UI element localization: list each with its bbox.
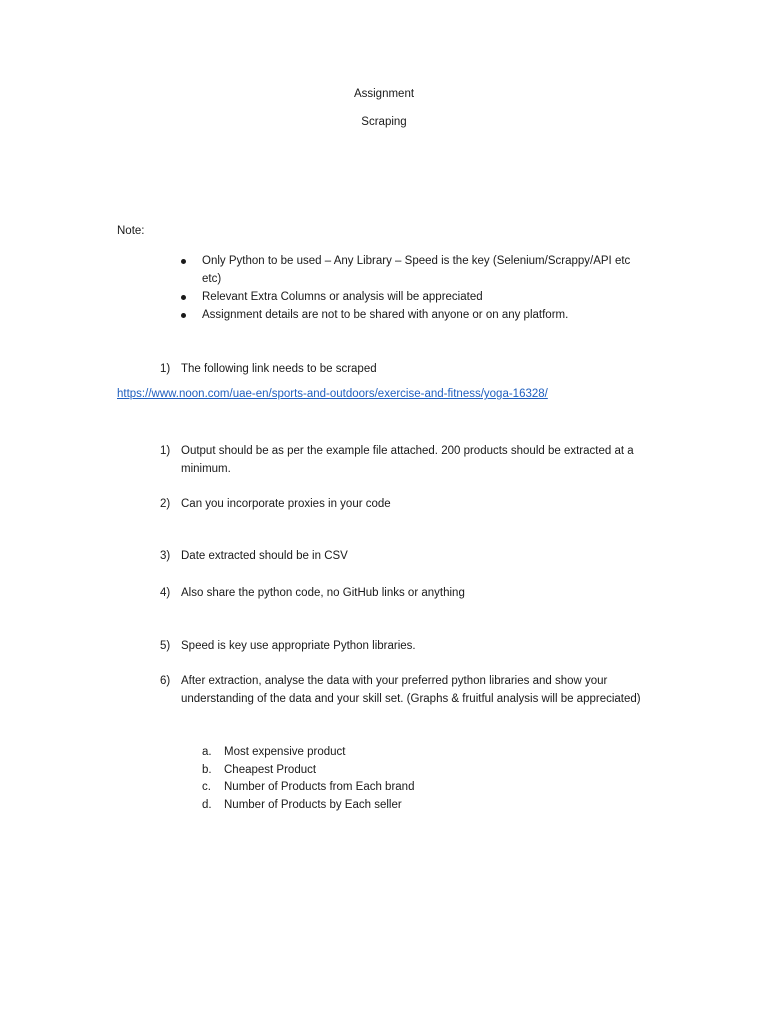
list-item — [160, 548, 650, 566]
sublist-letter: d. — [202, 798, 212, 811]
note-bullet-list — [180, 253, 650, 325]
sublist-text: Cheapest Product — [224, 763, 317, 776]
list-item-text: Also share the python code, no GitHub links or anything — [181, 587, 465, 599]
sublist-item — [202, 797, 414, 815]
bullet-icon — [181, 295, 186, 300]
list-number: 2) — [160, 498, 171, 510]
sublist-text: Number of Products by Each seller — [224, 798, 402, 811]
list-item — [160, 496, 650, 514]
document-subtitle: Scraping — [361, 116, 407, 128]
list-item-text: The following link needs to be scraped — [181, 363, 377, 375]
bullet-icon — [181, 259, 186, 264]
list-number: 1) — [160, 363, 171, 375]
list-item-text: Date extracted should be in CSV — [181, 550, 348, 562]
sublist-text: Number of Products from Each brand — [224, 781, 415, 794]
note-bullet-text: Relevant Extra Columns or analysis will be appreciated — [202, 290, 483, 303]
document-title: Assignment — [353, 88, 415, 100]
analysis-sublist — [202, 744, 414, 814]
sublist-letter: b. — [202, 763, 212, 776]
list-number: 4) — [160, 587, 171, 599]
sublist-letter: a. — [202, 746, 212, 758]
list-item — [160, 673, 650, 708]
note-bullet-item — [180, 289, 650, 307]
list-item-text: After extraction, analyse the data with your preferred python libraries and show your understanding of the data and your skill set. (Graphs & fruitful analysis will be appreciated) — [181, 675, 641, 705]
list-number: 1) — [160, 445, 171, 457]
intro-list-item — [160, 361, 650, 379]
list-item-text: Can you incorporate proxies in your code — [181, 498, 391, 510]
noon-yoga-link[interactable]: https://www.noon.com/uae-en/sports-and-outdoors/exercise-and-fitness/yoga-16328/ — [117, 388, 548, 400]
note-bullet-item — [180, 307, 650, 325]
list-item — [160, 638, 650, 656]
list-item-text: Speed is key use appropriate Python libraries. — [181, 640, 416, 652]
list-item — [160, 585, 650, 603]
sublist-letter: c. — [202, 781, 211, 794]
sublist-item — [202, 762, 414, 780]
list-number: 5) — [160, 640, 171, 652]
note-bullet-text: Assignment details are not to be shared with anyone or on any platform. — [202, 308, 569, 321]
note-bullet-text: Only Python to be used – Any Library – Speed is the key (Selenium/Scrappy/API etc etc) — [202, 255, 631, 285]
list-number: 6) — [160, 675, 171, 687]
sublist-item — [202, 744, 414, 762]
list-number: 3) — [160, 550, 171, 562]
bullet-icon — [181, 313, 186, 318]
sublist-text: Most expensive product — [224, 746, 346, 758]
note-label: Note: — [117, 225, 145, 237]
note-bullet-item — [180, 253, 650, 288]
list-item-text: Output should be as per the example file attached. 200 products should be extracted at a minimum. — [181, 445, 634, 475]
list-item — [160, 443, 650, 478]
sublist-item — [202, 779, 414, 797]
